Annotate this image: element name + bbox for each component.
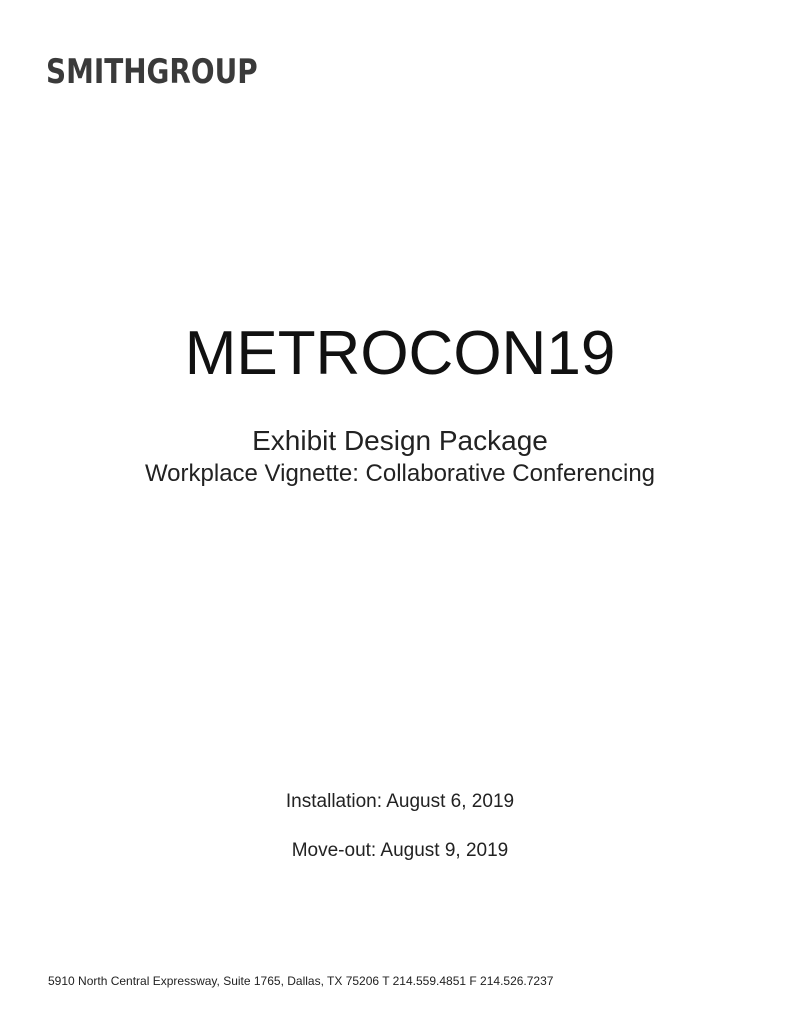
document-subtitle: Exhibit Design Package: [252, 425, 548, 456]
footer-address: 5910 North Central Expressway, Suite 1765, Dallas, TX 75206 T 214.559.4851 F 214.526.7237: [48, 974, 554, 988]
company-logo: SMITHGROUP: [46, 52, 258, 92]
document-title: METROCON19: [184, 319, 616, 388]
installation-date: Installation: August 6, 2019: [285, 791, 515, 812]
move-out-date: Move-out: August 9, 2019: [291, 840, 509, 861]
document-secondary-subtitle: Workplace Vignette: Collaborative Conferencing: [144, 460, 656, 487]
